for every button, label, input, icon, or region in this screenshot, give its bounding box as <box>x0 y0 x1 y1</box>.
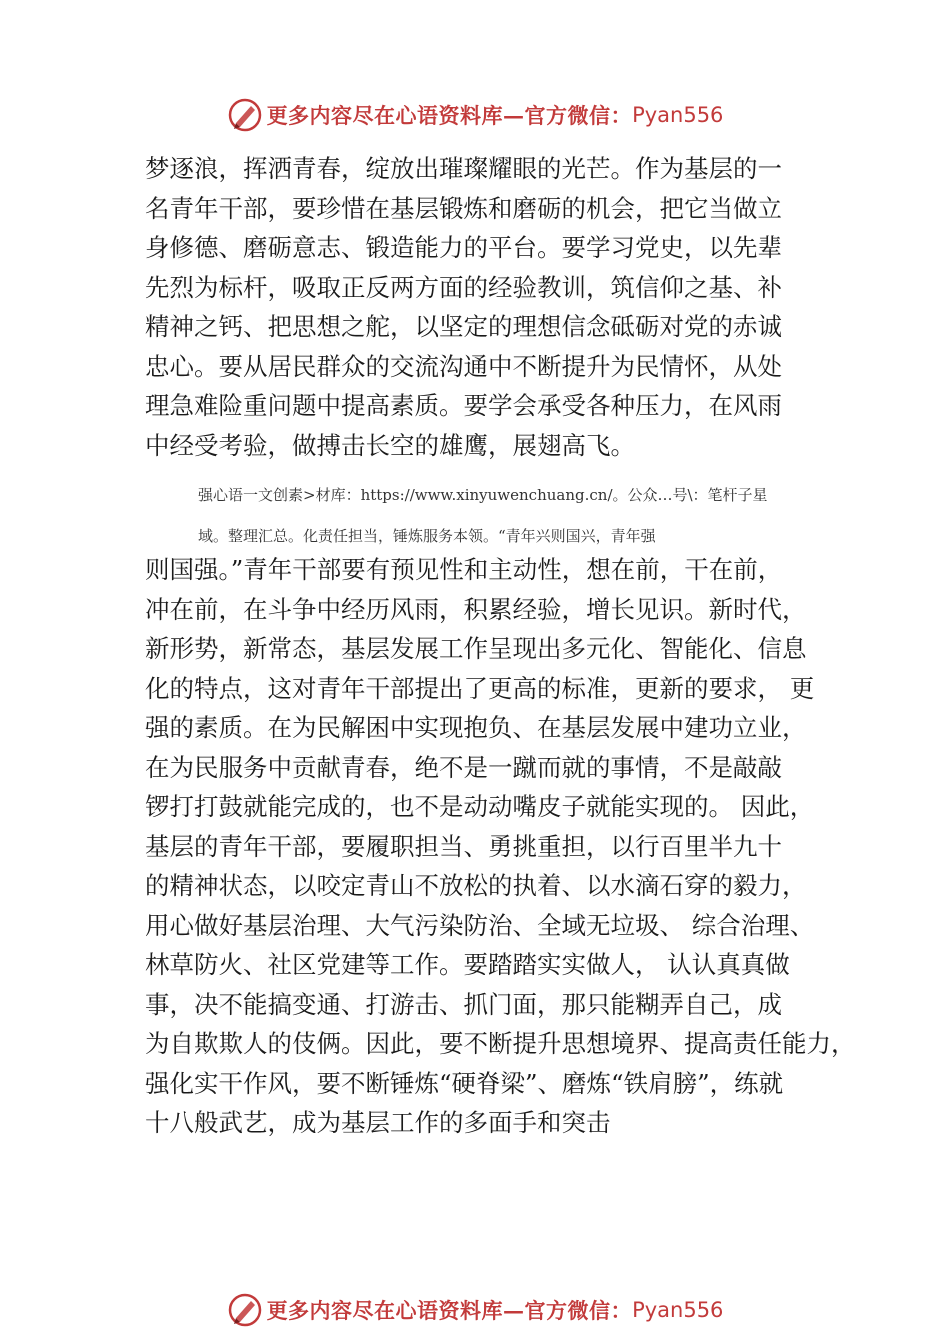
text-line: 在为民服务中贡献青春，绝不是一蹴而就的事情，不是敲敲 <box>145 752 782 782</box>
text-line: 先烈为标杆，吸取正反两方面的经验教训，筑信仰之基、补 <box>145 272 782 302</box>
header-banner <box>0 95 950 135</box>
text-line: 化的特点，这对青年干部提出了更高的标准，更新的要求， 更 <box>145 673 815 703</box>
text-line: 忠心。要从居民群众的交流沟通中不断提升为民情怀，从处 <box>145 351 782 381</box>
pen-logo-icon <box>227 97 263 133</box>
source-note-line-2: 域。整理汇总。化责任担当，锤炼服务本领。“青年兴则国兴，青年强 <box>198 527 656 545</box>
text-line: 梦逐浪，挥洒青春，绽放出璀璨耀眼的光芒。作为基层的一 <box>145 154 782 183</box>
footer-banner <box>0 1290 950 1330</box>
text-line: 强的素质。在为民解困中实现抱负、在基层发展中建功立业， <box>145 713 807 742</box>
text-line: 则国强。”青年干部要有预见性和主动性，想在前，干在前， <box>145 555 783 584</box>
text-line: 理急难险重问题中提高素质。要学会承受各种压力，在风雨 <box>145 391 782 420</box>
banner-wechat-id: Pyan556 <box>632 103 724 127</box>
body-paragraph-2 <box>145 550 856 1143</box>
banner-wechat-id: Pyan556 <box>632 1298 724 1322</box>
text-line: 事，决不能搞变通、打游击、抓门面，那只能糊弄自己，成 <box>145 989 782 1019</box>
text-line: 强化实干作风，要不断锤炼“硬脊梁”、磨炼“铁肩膀”，练就 <box>145 1068 784 1098</box>
text-line: 基层的青年干部，要履职担当、勇挑重担，以行百里半九十 <box>145 831 782 861</box>
text-line: 冲在前，在斗争中经历风雨，积累经验，增长见识。新时代， <box>145 594 807 624</box>
text-line: 中经受考验，做搏击长空的雄鹰，展翅高飞。 <box>145 430 635 460</box>
text-line: 新形势，新常态，基层发展工作呈现出多元化、智能化、信息 <box>145 634 807 663</box>
text-line: 的精神状态，以咬定青山不放松的执着、以水滴石穿的毅力， <box>145 871 807 900</box>
text-line: 身修德、磨砺意志、锻造能力的平台。要学习党史，以先辈 <box>145 233 782 262</box>
text-line: 锣打打鼓就能完成的，也不是动动嘴皮子就能实现的。 因此， <box>145 792 815 821</box>
body-paragraph-1 <box>145 149 845 465</box>
text-line: 名青年干部，要珍惜在基层锻炼和磨砺的机会，把它当做立 <box>145 193 782 223</box>
pen-logo-icon <box>227 1292 263 1328</box>
text-line: 用心做好基层治理、大气污染防治、全域无垃圾、 综合治理、 <box>145 910 815 940</box>
banner-text: 更多内容尽在心语资料库—官方微信： <box>266 103 633 128</box>
text-line: 精神之钙、把思想之舵，以坚定的理想信念砥砺对党的赤诚 <box>145 312 782 341</box>
text-line: 林草防火、社区党建等工作。要踏踏实实做人， 认认真真做 <box>145 950 790 979</box>
source-note-line-1: 强心语一文创素>材库：https://www.xinyuwenchuang.cn/。公众…号\：笔杆子星 <box>198 486 768 504</box>
text-line: 十八般武艺，成为基层工作的多面手和突击 <box>145 1108 611 1137</box>
text-line: 为自欺欺人的伎俩。因此，要不断提升思想境界、提高责任能力， <box>145 1029 856 1058</box>
banner-text: 更多内容尽在心语资料库—官方微信： <box>266 1298 633 1323</box>
